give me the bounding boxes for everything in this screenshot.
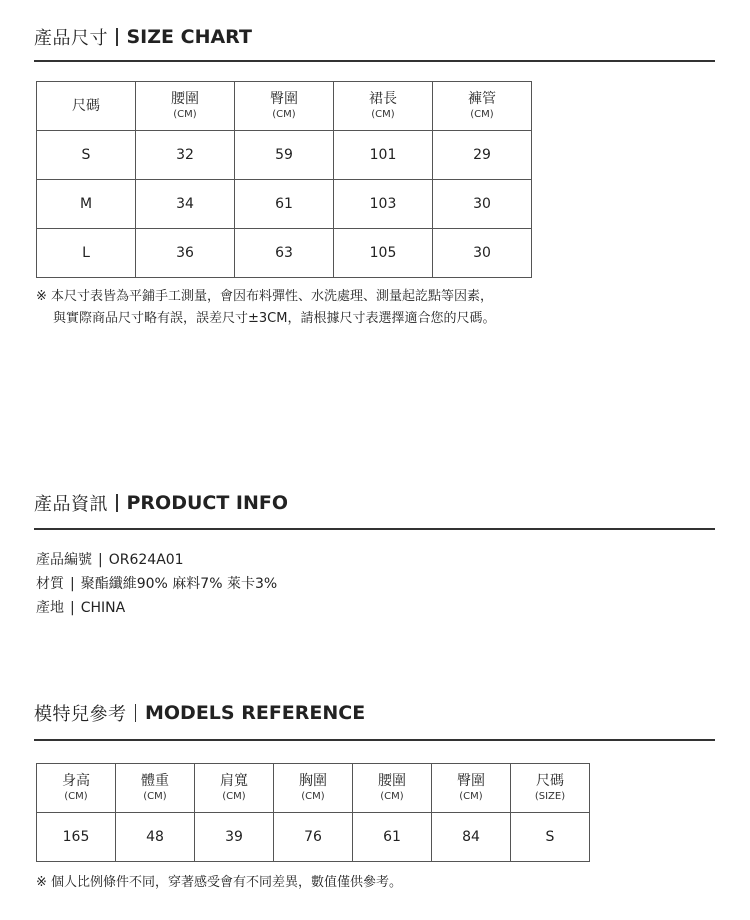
product-code-row (36, 548, 277, 572)
size-chart-table (36, 81, 532, 278)
table-cell: M (37, 180, 136, 229)
table-row (37, 180, 532, 229)
size-chart-header-cell: 裙長 (CM) (334, 82, 433, 131)
table-cell: S (511, 813, 590, 862)
size-chart-header-cell: 腰圍 (CM) (136, 82, 235, 131)
table-cell: 39 (195, 813, 274, 862)
size-chart-header-cell: 褲管 (CM) (433, 82, 532, 131)
table-row (37, 131, 532, 180)
product-code-value: OR624A01 (108, 552, 184, 568)
table-cell: 32 (136, 131, 235, 180)
models-reference-title (34, 698, 365, 728)
table-cell: 29 (433, 131, 532, 180)
table-cell: 36 (136, 229, 235, 278)
material-row (36, 572, 277, 596)
title-separator (116, 28, 118, 46)
models-reference-table (36, 763, 590, 862)
info-separator: | (98, 552, 103, 568)
table-cell: 63 (235, 229, 334, 278)
models-header-cell: 身高 (CM) (37, 764, 116, 813)
product-info-title (34, 488, 288, 518)
material-value: 聚酯纖維90% 麻料7% 萊卡3% (80, 576, 278, 592)
models-header-cell: 體重 (CM) (116, 764, 195, 813)
models-reference-note: ※ 個人比例條件不同，穿著感受會有不同差異，數值僅供參考。 (36, 875, 403, 890)
table-cell: 61 (235, 180, 334, 229)
models-reference-header-row (37, 764, 590, 813)
table-cell: 34 (136, 180, 235, 229)
size-chart-title (34, 22, 252, 52)
table-cell: 76 (274, 813, 353, 862)
size-chart-note-line1: ※ 本尺寸表皆為平鋪手工測量，會因布料彈性、水洗處理、測量起訖點等因素， (36, 289, 494, 304)
models-reference-divider (34, 739, 715, 741)
product-info-title-en: PRODUCT INFO (126, 492, 289, 514)
product-code-label: 產品編號 (36, 552, 92, 568)
product-info-list (36, 548, 277, 620)
material-label: 材質 (36, 576, 64, 592)
size-chart-divider (34, 60, 715, 62)
models-reference-title-en: MODELS REFERENCE (145, 702, 366, 724)
title-separator (135, 704, 137, 722)
table-cell: 101 (334, 131, 433, 180)
table-cell: 48 (116, 813, 195, 862)
origin-label: 產地 (36, 600, 64, 616)
table-cell: L (37, 229, 136, 278)
product-info-title-zh: 產品資訊 (34, 494, 108, 515)
models-header-cell: 肩寬 (CM) (195, 764, 274, 813)
info-separator: | (70, 576, 75, 592)
models-header-cell: 臀圍 (CM) (432, 764, 511, 813)
table-cell: 84 (432, 813, 511, 862)
size-chart-header-cell: 尺碼 (37, 82, 136, 131)
models-header-cell: 腰圍 (CM) (353, 764, 432, 813)
size-chart-note-line2: 與實際商品尺寸略有誤，誤差尺寸±3CM，請根據尺寸表選擇適合您的尺碼。 (53, 311, 496, 326)
table-cell: 165 (37, 813, 116, 862)
models-reference-title-zh: 模特兒參考 (34, 704, 127, 725)
origin-row (36, 596, 277, 620)
models-header-cell: 胸圍 (CM) (274, 764, 353, 813)
size-chart-note (36, 286, 495, 330)
size-chart-header-row (37, 82, 532, 131)
table-cell: S (37, 131, 136, 180)
info-separator: | (70, 600, 75, 616)
origin-value: CHINA (80, 600, 126, 616)
models-header-cell: 尺碼 (SIZE) (511, 764, 590, 813)
table-row (37, 813, 590, 862)
table-cell: 61 (353, 813, 432, 862)
table-row (37, 229, 532, 278)
product-info-divider (34, 528, 715, 530)
table-cell: 105 (334, 229, 433, 278)
size-chart-title-zh: 產品尺寸 (34, 28, 108, 49)
size-chart-header-cell: 臀圍 (CM) (235, 82, 334, 131)
table-cell: 103 (334, 180, 433, 229)
size-chart-title-en: SIZE CHART (126, 26, 252, 48)
table-cell: 59 (235, 131, 334, 180)
title-separator (116, 494, 118, 512)
table-cell: 30 (433, 229, 532, 278)
table-cell: 30 (433, 180, 532, 229)
